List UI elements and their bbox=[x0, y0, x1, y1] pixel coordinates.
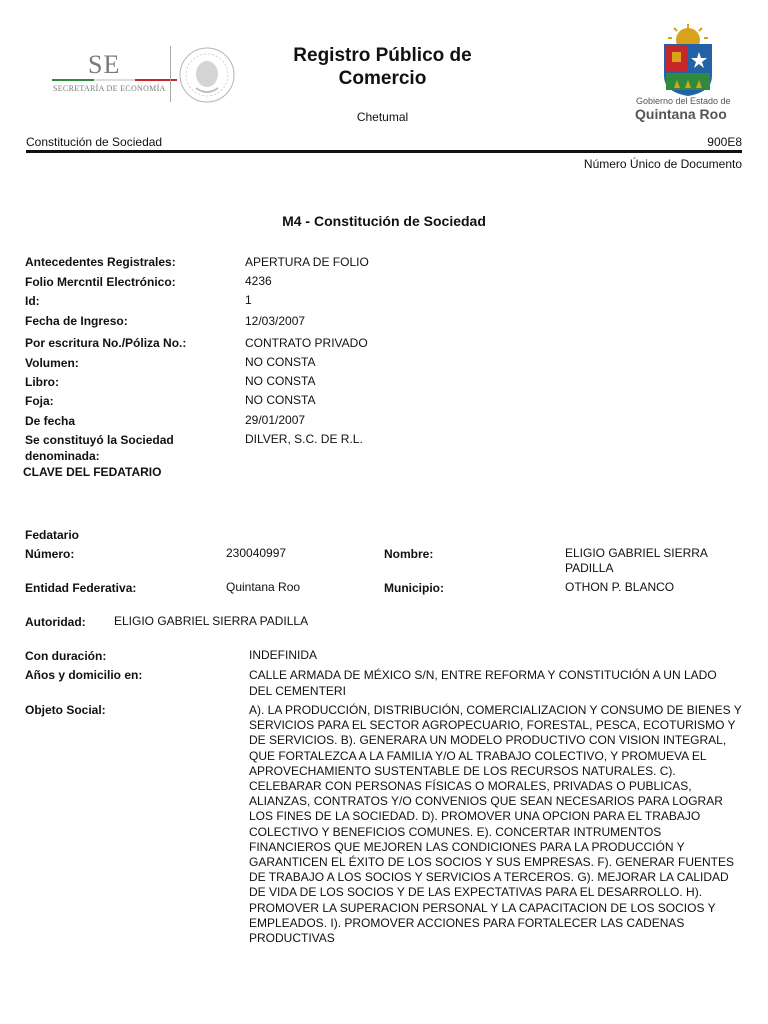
field-value-fecha-ingreso: 12/03/2007 bbox=[245, 314, 306, 328]
duracion-label: Con duración: bbox=[25, 649, 107, 663]
field-label-de-fecha: De fecha bbox=[25, 414, 76, 428]
field-label-escritura: Por escritura No./Póliza No.: bbox=[25, 336, 187, 350]
numero-value: 230040997 bbox=[226, 546, 287, 560]
field-label-foja: Foja: bbox=[25, 394, 54, 408]
autoridad-label: Autoridad: bbox=[25, 615, 86, 629]
autoridad-value: ELIGIO GABRIEL SIERRA PADILLA bbox=[114, 614, 309, 628]
field-value-volumen: NO CONSTA bbox=[245, 355, 316, 369]
field-value-folio: 4236 bbox=[245, 274, 272, 288]
se-logo bbox=[28, 42, 238, 104]
city-label: Chetumal bbox=[356, 110, 409, 124]
entidad-label: Entidad Federativa: bbox=[25, 581, 137, 595]
qroo-caption-line2: Quintana Roo bbox=[635, 106, 727, 122]
nombre-value: ELIGIO GABRIEL SIERRA PADILLA bbox=[565, 546, 708, 575]
field-label-volumen: Volumen: bbox=[25, 356, 79, 370]
field-label-antecedentes: Antecedentes Registrales: bbox=[25, 255, 176, 269]
nombre-label: Nombre: bbox=[384, 547, 434, 561]
page-title: Registro Público de Comercio bbox=[293, 45, 472, 89]
field-value-sociedad: DILVER, S.C. DE R.L. bbox=[245, 432, 363, 446]
se-logo-subtitle: SECRETARÍA DE ECONOMÍA bbox=[53, 84, 166, 93]
document-type: Constitución de Sociedad bbox=[26, 135, 163, 149]
se-logo-stripe bbox=[52, 79, 177, 81]
domicilio-value: CALLE ARMADA DE MÉXICO S/N, ENTRE REFORMA Y CONSTITUCIÓN A UN LADO DEL CEMENTERI bbox=[249, 668, 717, 698]
fedatario-heading: Fedatario bbox=[25, 528, 80, 542]
document-unique-number-label: Número Único de Documento bbox=[583, 157, 742, 171]
qroo-caption-line1: Gobierno del Estado de bbox=[636, 96, 731, 106]
duracion-value: INDEFINIDA bbox=[249, 648, 318, 662]
document-code: 900E8 bbox=[707, 135, 742, 149]
header-divider bbox=[26, 150, 742, 153]
field-label-folio: Folio Mercntil Electrónico: bbox=[25, 275, 176, 289]
field-value-libro: NO CONSTA bbox=[245, 374, 316, 388]
quintana-roo-shield-icon bbox=[630, 24, 750, 96]
field-value-de-fecha: 29/01/2007 bbox=[245, 413, 306, 427]
numero-label: Número: bbox=[25, 547, 75, 561]
entidad-value: Quintana Roo bbox=[226, 580, 301, 594]
objeto-social-value: A). LA PRODUCCIÓN, DISTRIBUCIÓN, COMERCIALIZACION Y CONSUMO DE BIENES Y SERVICIOS PARA EL SECTOR AGROPECUARIO, FORESTAL, PESCA, ECOTURISMO Y DE SERVICIOS. B). GENERARA UN MODELO PRODUCTIVO CON VISION INTEGRAL, QUE FORTALEZCA A LA FAMILIA Y/O AL TRABAJO COLECTIVO, Y PROMUEVA EL APROVECHAMIENTO SUSTENTABLE DE LOS RECURSOS NATURALES. C). CELEBARAR CON PERSONAS FÍSICAS O MORALES, PRIVADAS O PUBLICAS, ALIANZAS, CONTRATOS Y/O CONVENIOS QUE SEAN NECESARIOS PARA LOGRAR LOS FINES DE LA SOCIEDAD. D). PROMOVER UNA OPCION PARA EL TRABAJO COLECTIVO Y BENEFICIOS COMUNES. E). CONCERTAR INTRUMENTOS FINANCIEROS QUE MEJOREN LAS CONDICIONES PARA LA PRODUCCIÓN Y GARANTICEN EL ÉXITO DE LOS SOCIOS Y SUS EMPRESAS. F). GENERAR FUENTES DE TRABAJO A LOS SOCIOS Y SERVICIOS A TERCEROS. G). MEJORAR LA CALIDAD DE VIDA DE LOS SOCIOS Y DE LAS EXPECTATIVAS PARA EL DESARROLLO. H). PROMOVER LA SUPERACION PERSONAL Y LA CAPACITACION DE LOS SOCIOS Y EMPLEADOS. I). PROMOVER ACCIONES PARA FORTALECER LAS CADENAS PRODUCTIVAS bbox=[249, 703, 742, 946]
field-label-id: Id: bbox=[25, 294, 40, 308]
field-label-libro: Libro: bbox=[25, 375, 59, 389]
field-label-fecha-ingreso: Fecha de Ingreso: bbox=[25, 314, 128, 328]
mexico-seal-icon bbox=[178, 46, 236, 104]
quintana-roo-logo bbox=[630, 24, 750, 124]
domicilio-label: Años y domicilio en: bbox=[25, 668, 143, 682]
field-value-id: 1 bbox=[245, 293, 252, 307]
se-logo-text: SE bbox=[88, 50, 121, 79]
objeto-social-label: Objeto Social: bbox=[25, 703, 106, 717]
logo-divider bbox=[170, 46, 171, 102]
section-title: M4 - Constitución de Sociedad bbox=[282, 213, 486, 229]
municipio-value: OTHON P. BLANCO bbox=[565, 580, 675, 594]
municipio-label: Municipio: bbox=[384, 581, 444, 595]
field-value-foja: NO CONSTA bbox=[245, 393, 316, 407]
field-label-sociedad: Se constituyó la Sociedad denominada: bbox=[25, 433, 174, 463]
field-value-antecedentes: APERTURA DE FOLIO bbox=[245, 255, 369, 269]
clave-fedatario-heading: CLAVE DEL FEDATARIO bbox=[23, 465, 162, 479]
field-value-escritura: CONTRATO PRIVADO bbox=[245, 336, 368, 350]
